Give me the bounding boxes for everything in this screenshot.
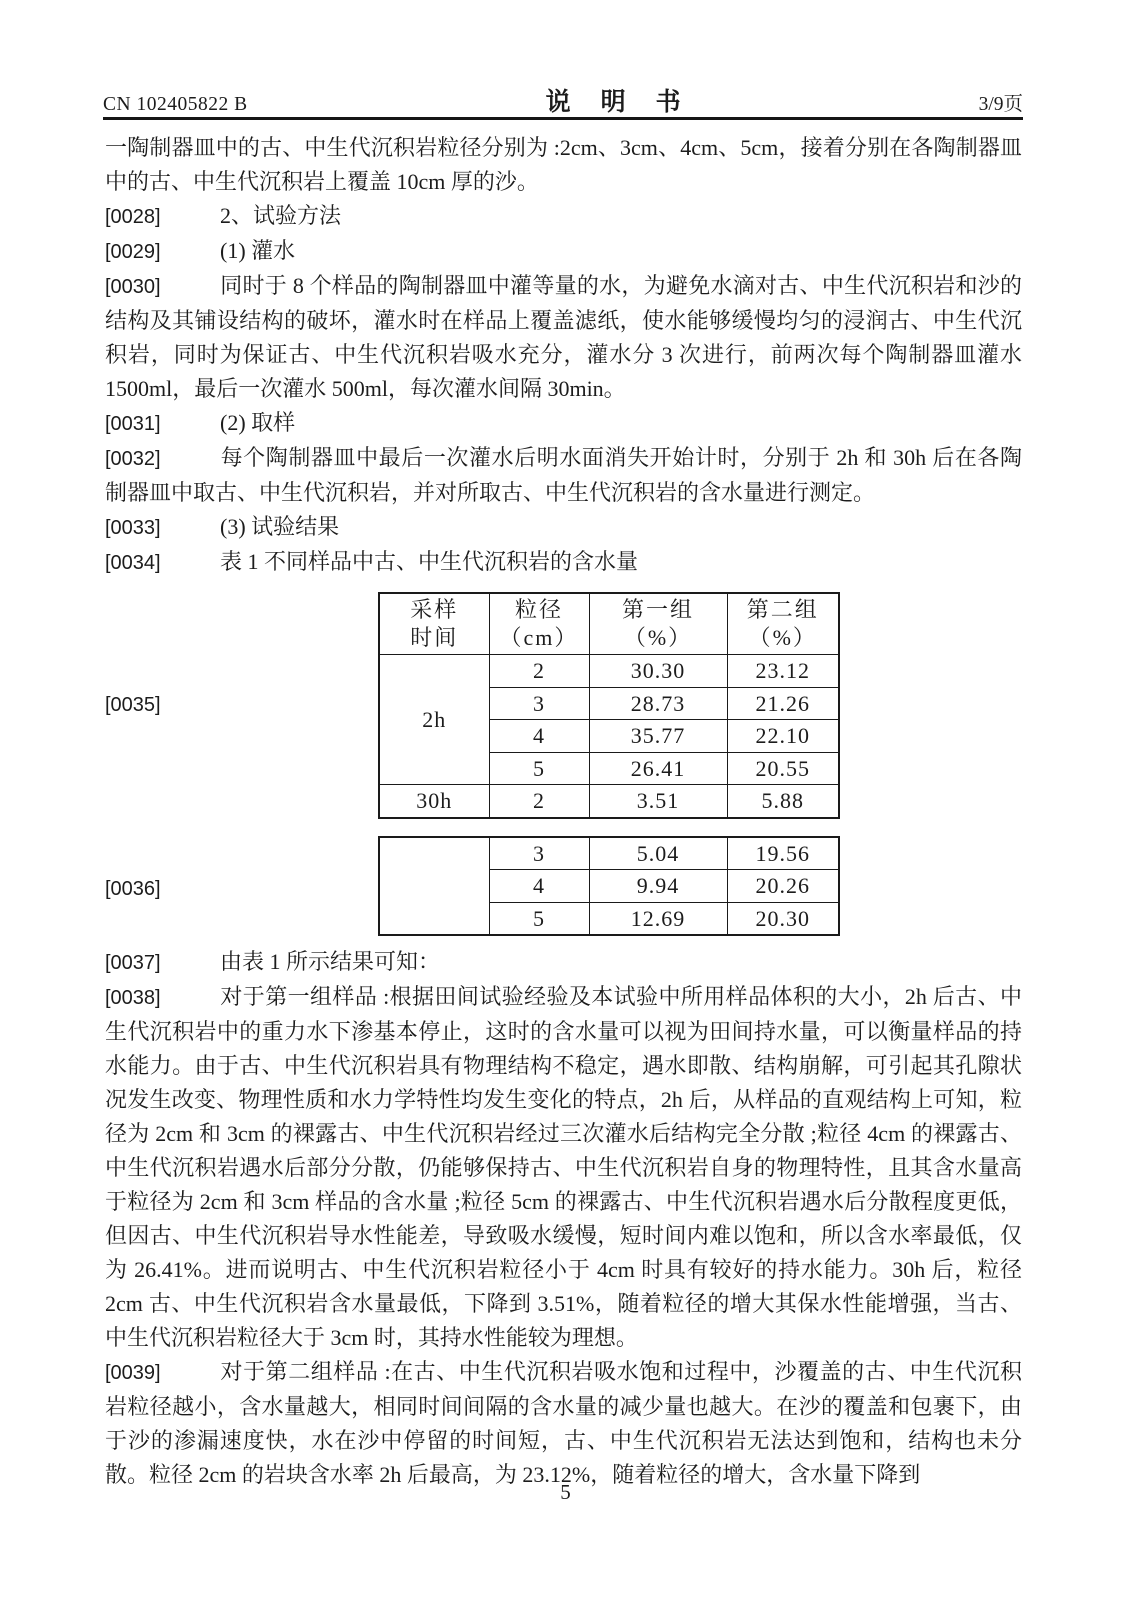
water-content-table-1 xyxy=(378,592,840,819)
table-row xyxy=(379,655,839,688)
cell-group1-value: 9.94 xyxy=(589,870,727,903)
table-header-row xyxy=(379,593,839,655)
table-caption-text: 表 1 不同样品中古、中生代沉积岩的含水量 xyxy=(220,549,639,574)
paragraph-label: [0038] xyxy=(105,987,161,1009)
cell-time-30h: 30h xyxy=(379,785,489,818)
paragraph-text: 对于第一组样品 :根据田间试验经验及本试验中所用样品体积的大小，2h 后古、中生代沉积岩中的重力水下渗基本停止，这时的含水量可以视为田间持水量，可以衡量样品的持水能力。由于古、中生代沉积岩具有物理结构不稳定，遇水即散、结构崩解，可引起其孔隙状况发生改变、物理性质和水力学特性均发生变化的特点，2h 后，从样品的直观结构上可知，粒径为 2cm 和 3cm 的裸露古、中生代沉积岩经过三次灌水后结构完全分散 ;粒径 4cm 的裸露古、中生代沉积岩遇水后部分分散，仍能够保持古、中生代沉积岩自身的物理特性，且其含水量高于粒径为 2cm 和 3cm 样品的含水量 ;粒径 5cm 的裸露古、中生代沉积岩遇水后分散程度更低，但因古、中生代沉积岩导水性能差，导致吸水缓慢，短时间内难以饱和，所以含水率最低，仅为 26.41%。进而说明古、中生代沉积岩粒径小于 4cm 时具有较好的持水能力。30h 后，粒径 2cm 古、中生代沉积岩含水量最低，下降到 3.51%，随着粒径的增大其保水性能增强，当古、中生代沉积岩粒径大于 3cm 时，其持水性能较为理想。 xyxy=(105,984,1022,1350)
cell-size: 3 xyxy=(489,837,589,870)
page-indicator: 3/9页 xyxy=(978,94,1023,115)
paragraph-text: 一陶制器皿中的古、中生代沉积岩粒径分别为 :2cm、3cm、4cm、5cm，接着分别在各陶制器皿中的古、中生代沉积岩上覆盖 10cm 厚的沙。 xyxy=(105,135,1022,194)
paragraph-label-0036: [0036] xyxy=(105,877,161,900)
table-row xyxy=(379,837,839,870)
water-content-table-2 xyxy=(378,836,840,937)
paragraph-0030 xyxy=(105,269,1022,406)
paragraph-text: 对于第二组样品 :在古、中生代沉积岩吸水饱和过程中，沙覆盖的古、中生代沉积岩粒径越小，含水量越大，相同时间间隔的含水量的减少量也越大。在沙的覆盖和包裹下，由于沙的渗漏速度快，水在沙中停留的时间短，古、中生代沉积岩无法达到饱和，结构也未分散。粒径 2cm 的岩块含水率 2h 后最高，为 23.12%，随着粒径的增大，含水量下降到 xyxy=(105,1359,1022,1487)
table-row xyxy=(379,785,839,818)
table2-section xyxy=(105,836,1022,937)
cell-size: 2 xyxy=(489,655,589,688)
paragraph-0037 xyxy=(105,945,1022,980)
table1-section xyxy=(105,592,1022,819)
cell-group1-value: 5.04 xyxy=(589,837,727,870)
paragraph-label: [0029] xyxy=(105,241,161,263)
paragraph-continuation xyxy=(105,131,1022,199)
cell-size: 2 xyxy=(489,785,589,818)
cell-group2-value: 21.26 xyxy=(727,687,839,720)
paragraph-label: [0031] xyxy=(105,413,161,435)
paragraph-text: (1) 灌水 xyxy=(220,238,296,263)
paragraph-0029 xyxy=(105,234,1022,269)
cell-group2-value: 22.10 xyxy=(727,720,839,753)
cell-size: 5 xyxy=(489,902,589,935)
paragraph-label: [0039] xyxy=(105,1362,161,1384)
cell-group2-value: 5.88 xyxy=(727,785,839,818)
cell-group2-value: 19.56 xyxy=(727,837,839,870)
cell-size: 3 xyxy=(489,687,589,720)
header-cell-group1: 第一组 （%） xyxy=(589,593,727,655)
paragraph-label: [0030] xyxy=(105,276,161,298)
cell-time-empty xyxy=(379,837,489,936)
paragraph-0031 xyxy=(105,406,1022,441)
cell-group1-value: 30.30 xyxy=(589,655,727,688)
page-number: 5 xyxy=(560,1480,571,1504)
cell-group1-value: 3.51 xyxy=(589,785,727,818)
paragraph-label: [0037] xyxy=(105,952,161,974)
header-cell-particle-size: 粒径 （cm） xyxy=(489,593,589,655)
paragraph-label: [0034] xyxy=(105,552,161,574)
paragraph-text: (2) 取样 xyxy=(220,410,296,435)
paragraph-text: 由表 1 所示结果可知： xyxy=(220,949,441,974)
cell-group1-value: 26.41 xyxy=(589,752,727,785)
paragraph-0028 xyxy=(105,199,1022,234)
paragraph-text: (3) 试验结果 xyxy=(220,514,340,539)
paragraph-label: [0033] xyxy=(105,517,161,539)
document-title: 说明书 xyxy=(545,89,711,116)
cell-group2-value: 23.12 xyxy=(727,655,839,688)
paragraph-text: 2、试验方法 xyxy=(220,203,342,228)
header-cell-sampling-time: 采样 时间 xyxy=(379,593,489,655)
cell-group2-value: 20.30 xyxy=(727,902,839,935)
header-cell-group2: 第二组 （%） xyxy=(727,593,839,655)
cell-size: 5 xyxy=(489,752,589,785)
paragraph-label: [0032] xyxy=(105,448,161,470)
paragraph-0033 xyxy=(105,510,1022,545)
patent-number: CN 102405822 B xyxy=(103,94,248,115)
cell-time-2h: 2h xyxy=(379,655,489,785)
paragraph-label-0035: [0035] xyxy=(105,694,161,716)
paragraph-label: [0028] xyxy=(105,206,161,228)
cell-group2-value: 20.55 xyxy=(727,752,839,785)
cell-group1-value: 35.77 xyxy=(589,720,727,753)
paragraph-0032 xyxy=(105,441,1022,510)
page-header xyxy=(103,82,1023,118)
paragraph-0039 xyxy=(105,1355,1022,1492)
cell-group2-value: 20.26 xyxy=(727,870,839,903)
paragraph-0038 xyxy=(105,980,1022,1355)
header-divider-rule xyxy=(103,117,1023,120)
document-body xyxy=(105,131,1022,1492)
paragraph-text: 同时于 8 个样品的陶制器皿中灌等量的水，为避免水滴对古、中生代沉积岩和沙的结构及其铺设结构的破坏，灌水时在样品上覆盖滤纸，使水能够缓慢均匀的浸润古、中生代沉积岩，同时为保证古、中生代沉积岩吸水充分，灌水分 3 次进行，前两次每个陶制器皿灌水 1500ml，最后一次灌水 500ml，每次灌水间隔 30min。 xyxy=(105,273,1022,401)
paragraph-0034-table-caption xyxy=(105,545,1022,580)
cell-size: 4 xyxy=(489,870,589,903)
cell-group1-value: 12.69 xyxy=(589,902,727,935)
cell-size: 4 xyxy=(489,720,589,753)
page-footer xyxy=(0,1480,1131,1505)
cell-group1-value: 28.73 xyxy=(589,687,727,720)
paragraph-text: 每个陶制器皿中最后一次灌水后明水面消失开始计时，分别于 2h 和 30h 后在各陶制器皿中取古、中生代沉积岩，并对所取古、中生代沉积岩的含水量进行测定。 xyxy=(105,445,1022,505)
